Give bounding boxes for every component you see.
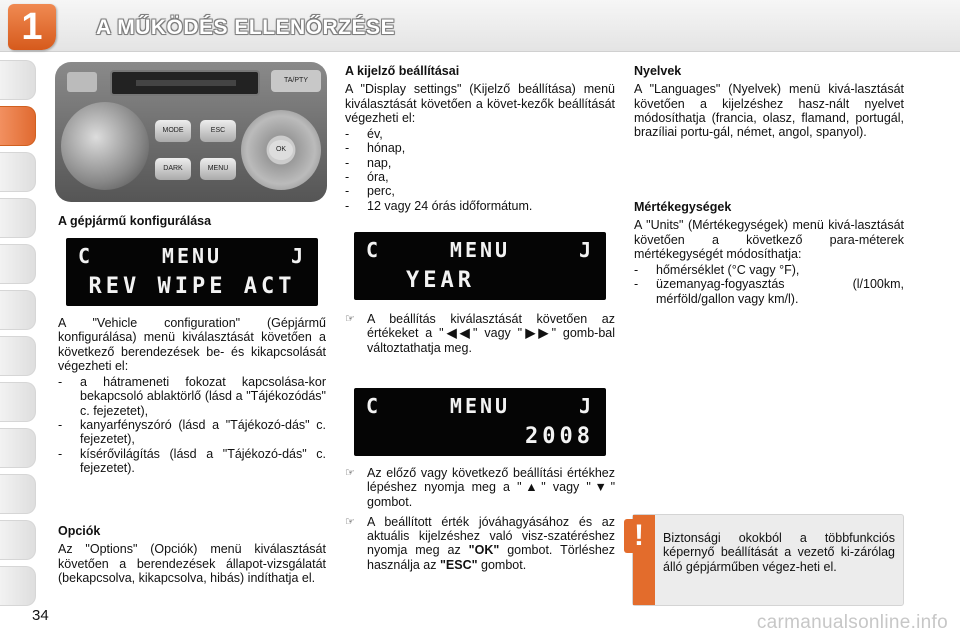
lcd-line1-right: J xyxy=(290,244,306,268)
side-tab[interactable] xyxy=(0,290,36,330)
list-item: - üzemanyag-fogyasztás (l/100km, mérföld/gallon vagy km/l). xyxy=(634,277,904,306)
list-item: - kanyarfényszóró (lásd a "Tájékozó-dás" c. fejezetet), xyxy=(58,418,326,447)
list-item: - a hátrameneti fokozat kapcsolása-kor bekapcsoló ablaktörlő (lásd a "Tájékozódás" c. fejezetet), xyxy=(58,375,326,418)
note-text: " gomb-bal változtathatja meg. xyxy=(367,326,615,355)
note-previous-next xyxy=(345,466,615,509)
arrow-up-icon: ▲ xyxy=(521,480,542,495)
side-tab[interactable] xyxy=(0,382,36,422)
ok-button-image: OK xyxy=(269,140,293,160)
hand-pointer-icon: ☞ xyxy=(345,467,355,479)
lcd-line1-left: C xyxy=(366,238,382,262)
lcd-line1-left: C xyxy=(366,394,382,418)
note-text: gombot. Törléshez használja az xyxy=(367,543,616,572)
side-tab[interactable] xyxy=(0,520,36,560)
list-item: - perc, xyxy=(345,184,615,198)
column-left xyxy=(58,214,326,228)
side-chapter-tabs xyxy=(0,60,40,612)
lcd-line1-mid: MENU xyxy=(161,244,223,268)
note-text: A beállított érték jóváhagyásához és az aktuális kijelzéshez való visz-szatéréshez nyomja meg az xyxy=(367,514,615,558)
lcd-display-year xyxy=(354,232,606,300)
lcd-line1-right: J xyxy=(578,394,594,418)
list-item: - hőmérséklet (°C vagy °F), xyxy=(634,263,904,277)
side-tab[interactable] xyxy=(0,428,36,468)
lcd-line1-left: C xyxy=(78,244,94,268)
lcd-line2: YEAR xyxy=(406,268,475,293)
side-tab[interactable] xyxy=(0,566,36,606)
navigation-pad-image xyxy=(241,110,321,190)
units-list xyxy=(634,263,904,306)
options-text: Az "Options" (Opciók) menü kiválasztását követően a berendezések állapot-vizsgálatát (bekapcsolva, kikapcsolva, hibás) indíthatja el. xyxy=(58,542,326,585)
lcd-line1-mid: MENU xyxy=(449,394,511,418)
fast-forward-icon: ▶▶ xyxy=(522,326,552,341)
side-tab[interactable] xyxy=(0,244,36,284)
side-tab[interactable] xyxy=(0,336,36,376)
ta-pty-button-image: TA/PTY xyxy=(271,70,321,92)
note-text: gombot. xyxy=(477,557,527,572)
side-tab[interactable] xyxy=(0,152,36,192)
arrow-down-icon: ▼ xyxy=(590,480,611,495)
options-heading: Opciók xyxy=(58,524,101,538)
lcd-line1-mid: MENU xyxy=(449,238,511,262)
note-text: Az előző vagy következő beállítási értékhez lépéshez nyomja meg a " xyxy=(367,466,615,495)
menu-button-image: MENU xyxy=(200,158,236,180)
rewind-icon: ◀◀ xyxy=(443,326,474,341)
page-number: 34 xyxy=(32,607,49,624)
list-item: - nap, xyxy=(345,156,615,170)
lcd-line2: 2008 xyxy=(525,424,594,449)
watermark: carmanualsonline.info xyxy=(756,612,948,633)
side-tab[interactable] xyxy=(0,60,36,100)
note-text: " gombot. xyxy=(367,480,615,509)
eject-button-image xyxy=(67,72,97,92)
mode-button-image: MODE xyxy=(155,120,191,142)
volume-knob-image xyxy=(61,102,149,190)
esc-label: "ESC" xyxy=(439,557,478,572)
display-settings-intro: A "Display settings" (Kijelző beállítása) menü kiválasztását követően a követ-kezők beállítását végezheti el: xyxy=(345,82,615,125)
radio-display-image xyxy=(110,70,260,96)
ok-label: "OK" xyxy=(468,543,500,558)
header-band xyxy=(0,0,960,52)
note-text: " vagy " xyxy=(541,480,591,495)
options-section xyxy=(58,524,326,585)
list-item: - kísérővilágítás (lásd a "Tájékozó-dás" c. fejezetet). xyxy=(58,447,326,476)
languages-text: A "Languages" (Nyelvek) menü kivá-lasztását követően a kijelzéshez hasz-nált nyelvet módosíthatja (francia, olasz, flamand, portugál, brazíliai portu-gál, német, angol, spanyol). xyxy=(634,82,904,140)
lcd-line1-right: J xyxy=(578,238,594,262)
vehicle-config-intro: A "Vehicle configuration" (Gépjármű konfigurálása) menü kiválasztását követően a következő berendezések be- és kikapcsolását végezheti el: xyxy=(58,316,326,373)
dark-button-image: DARK xyxy=(155,158,191,180)
display-settings-section xyxy=(345,64,615,213)
page-title: A MŰKÖDÉS ELLENŐRZÉSE xyxy=(96,16,396,39)
safety-warning-box xyxy=(632,514,904,606)
exclamation-icon: ! xyxy=(624,519,654,553)
list-item: - hónap, xyxy=(345,141,615,155)
lcd-display-2008 xyxy=(354,388,606,456)
lcd-display-vehicle-config xyxy=(66,238,318,306)
control-panel-image xyxy=(55,62,327,202)
hand-pointer-icon: ☞ xyxy=(345,515,355,528)
note-text: " vagy " xyxy=(473,326,523,341)
note-confirm-cancel xyxy=(345,515,615,572)
side-tab[interactable] xyxy=(0,474,36,514)
list-item: - óra, xyxy=(345,170,615,184)
display-settings-heading: A kijelző beállításai xyxy=(345,64,460,78)
hand-pointer-icon: ☞ xyxy=(345,313,355,325)
units-section xyxy=(634,200,904,306)
side-tab[interactable] xyxy=(0,198,36,238)
side-tab-active[interactable] xyxy=(0,106,36,146)
chapter-number-badge: 1 xyxy=(8,4,56,50)
units-heading: Mértékegységek xyxy=(634,200,732,214)
note-text: A beállítás kiválasztását követően az értékeket a " xyxy=(367,312,615,341)
vehicle-config-heading: A gépjármű konfigurálása xyxy=(58,214,212,228)
esc-button-image: ESC xyxy=(200,120,236,142)
safety-warning-text: Biztonsági okokból a többfunkciós képernyő beállítását a vezető ki-zárólag álló gépjárműben végez-heti el. xyxy=(663,531,895,574)
notes-navigation xyxy=(345,466,615,572)
list-item: - 12 vagy 24 órás időformátum. xyxy=(345,199,615,213)
languages-heading: Nyelvek xyxy=(634,64,682,78)
vehicle-config-list xyxy=(58,375,326,475)
display-settings-list xyxy=(345,127,615,213)
list-item: - év, xyxy=(345,127,615,141)
languages-section xyxy=(634,64,904,139)
vehicle-config-body xyxy=(58,316,326,475)
note-adjust-value xyxy=(345,312,615,355)
lcd-line2: REV WIPE ACT xyxy=(88,274,296,299)
units-text: A "Units" (Mértékegységek) menü kivá-lasztását követően a következő para-méterek mértékegységét módosíthatja: xyxy=(634,218,904,261)
